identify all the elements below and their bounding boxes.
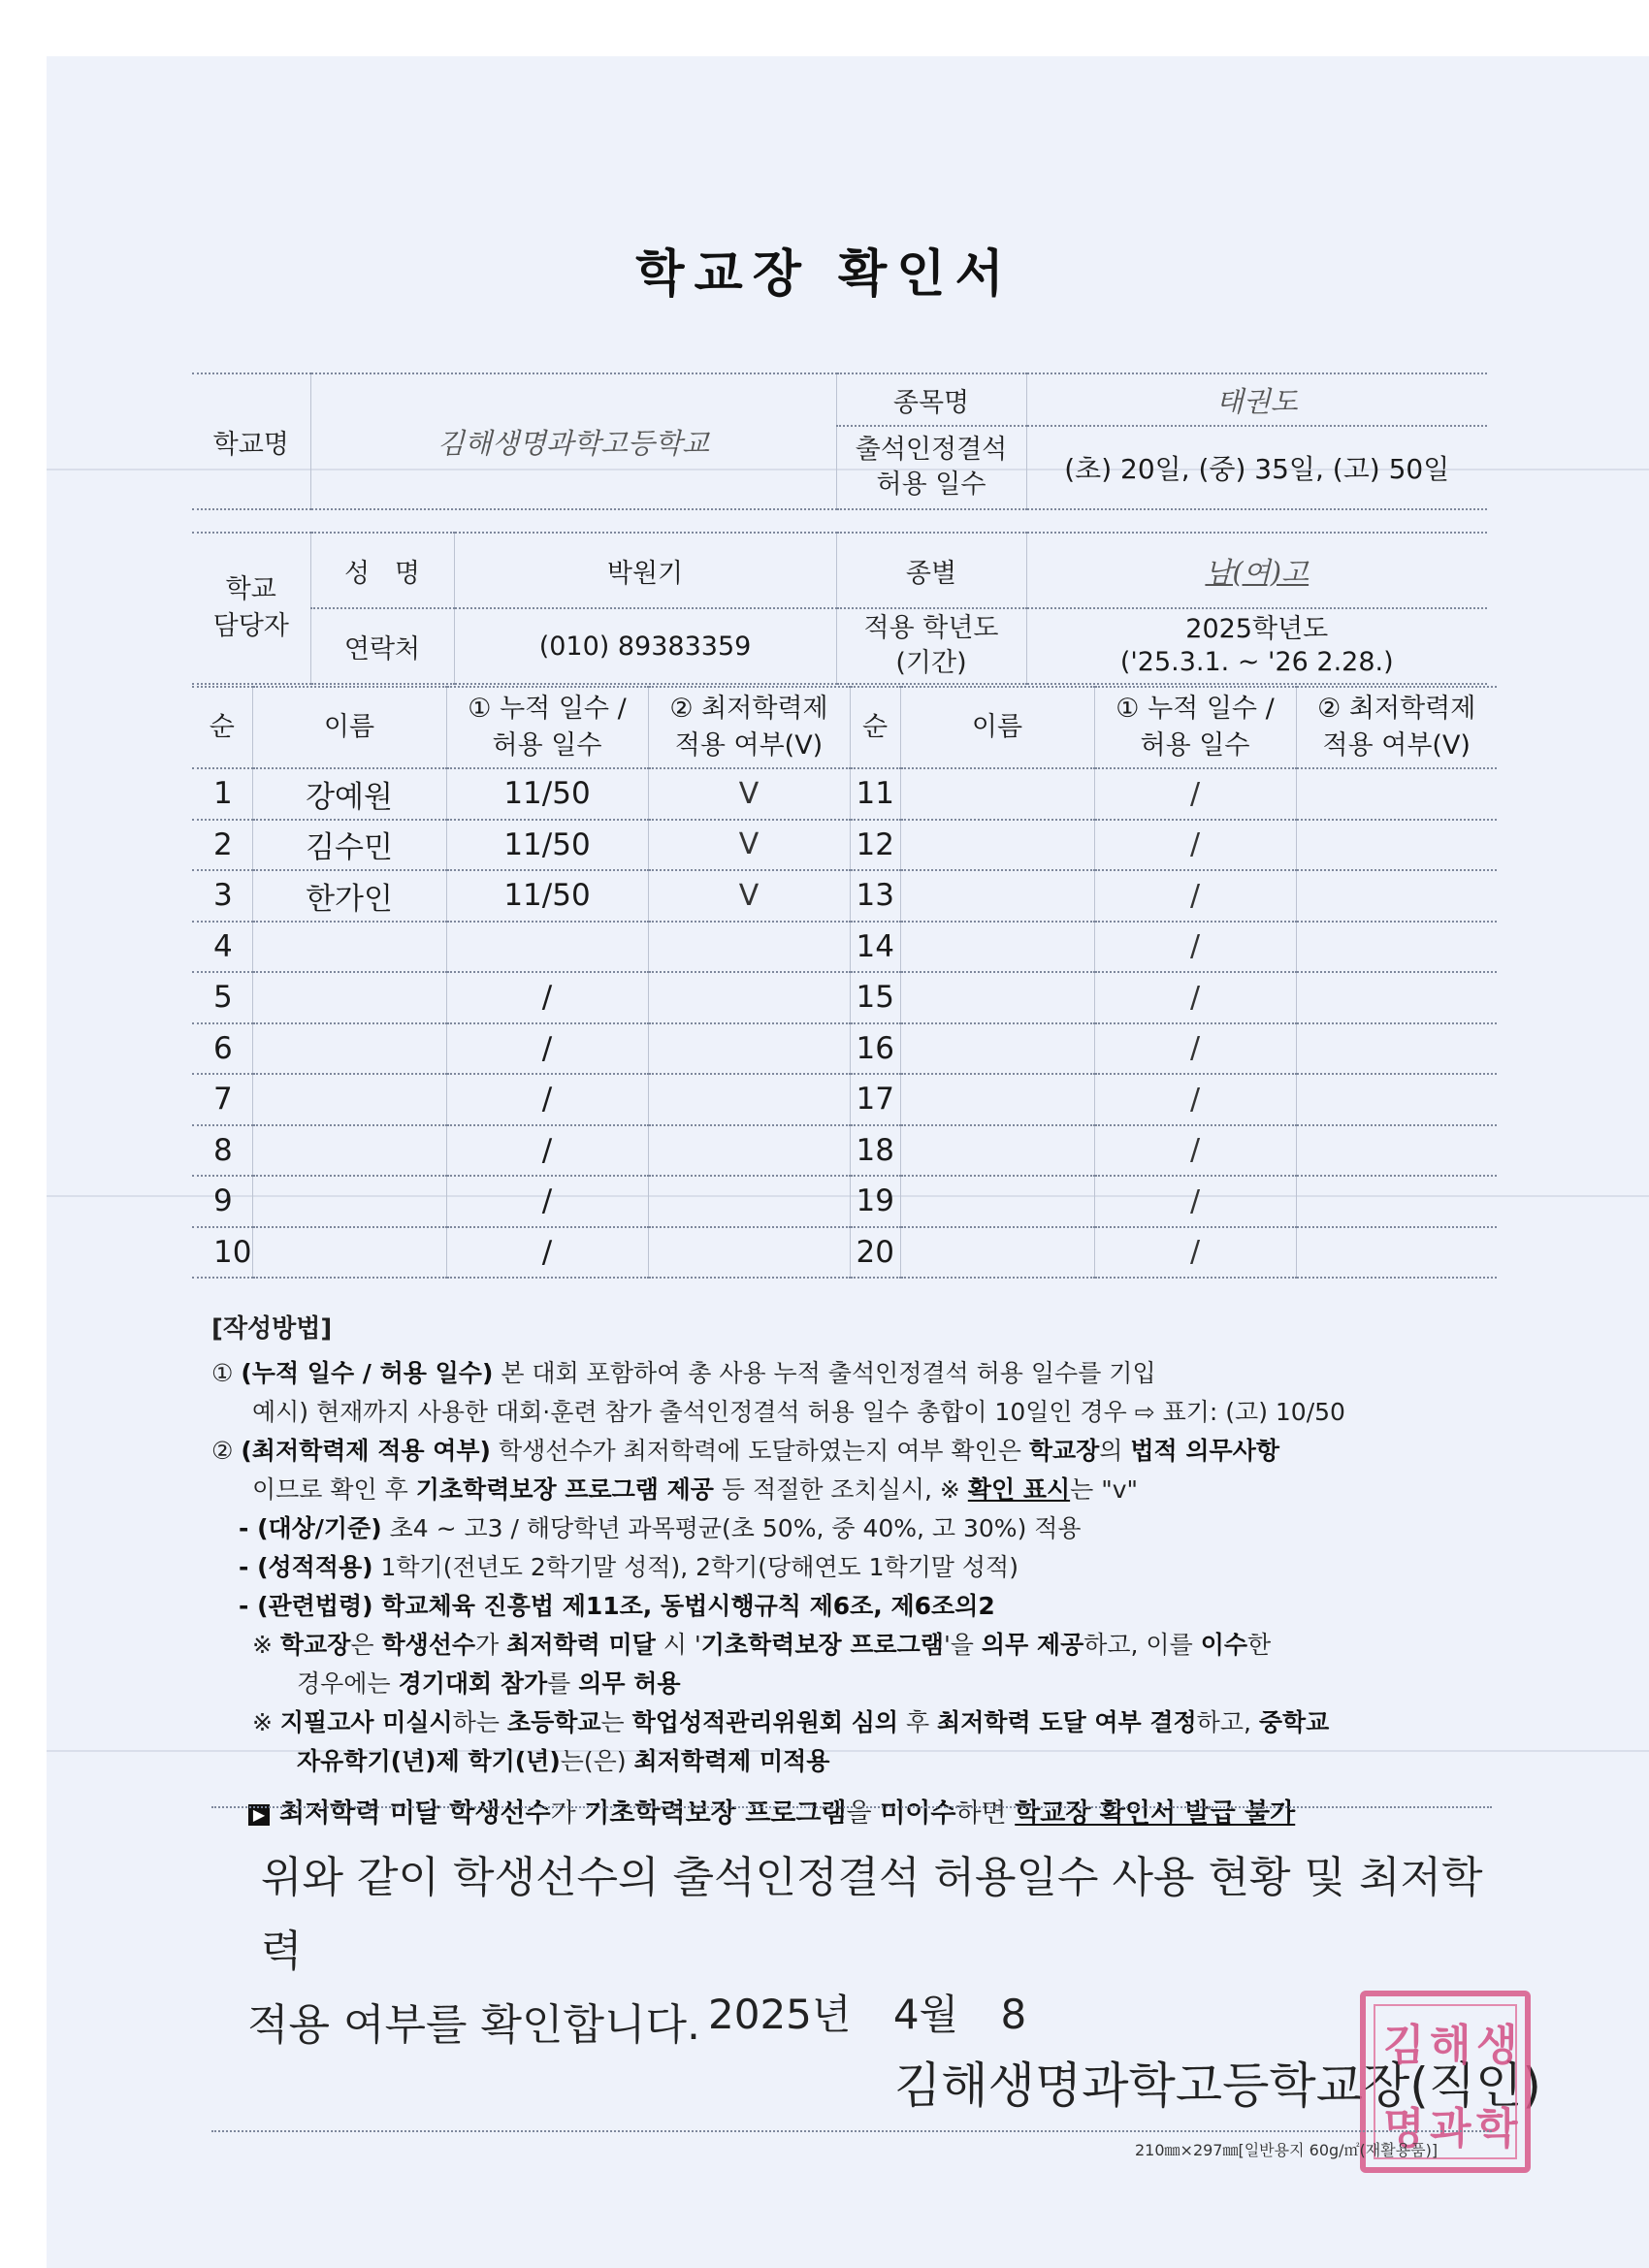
min-academic-check — [1296, 1176, 1497, 1227]
text: 하면 — [955, 1798, 1016, 1829]
text: ※ — [252, 1708, 280, 1736]
row-number: 19 — [850, 1176, 900, 1227]
student-name — [252, 1125, 446, 1177]
row-number: 17 — [850, 1074, 900, 1125]
min-academic-check — [1296, 1125, 1497, 1177]
paper-info: 210㎜×297㎜[일반용지 60g/㎡(재활용품)] — [1135, 2141, 1439, 2159]
text: 를 — [547, 1669, 579, 1698]
absence-value: (초) 20일, (중) 35일, (고) 50일 — [1026, 426, 1487, 509]
min-academic-check — [1296, 972, 1497, 1023]
min-academic-check: V — [648, 870, 850, 922]
min-academic-check — [1296, 820, 1497, 871]
header-min-academic: ② 최저학력제 적용 여부(V) — [648, 687, 850, 768]
row-number: 20 — [850, 1227, 900, 1279]
header-no-right: 순 — [850, 687, 900, 768]
cumulative-days — [446, 922, 648, 973]
name-label: 성 명 — [310, 533, 454, 608]
student-name — [900, 1074, 1094, 1125]
contact-value: (010) 89383359 — [454, 608, 836, 684]
bold-text: 이수 — [1200, 1631, 1247, 1659]
row-number: 14 — [850, 922, 900, 973]
manager-table — [192, 532, 1487, 685]
item-1-text: 본 대회 포함하여 총 사용 누적 출석인정결석 허용 일수를 기입 — [493, 1359, 1156, 1387]
date-month: 4월 — [892, 1991, 959, 2038]
bold-text: 기초학력보장 프로그램 — [700, 1631, 944, 1659]
bold-text: - (관련법령) — [239, 1592, 373, 1620]
row-number: 8 — [192, 1125, 252, 1177]
instruction-item-1 — [211, 1354, 1511, 1393]
student-name — [900, 768, 1094, 820]
document-title: 학교장 확인서 — [635, 245, 1014, 304]
seal-char: 학 — [1476, 2104, 1518, 2154]
instruction-item-2-line2 — [211, 1471, 1511, 1509]
roster-table — [192, 686, 1497, 1279]
instructions-heading: [작성방법] — [211, 1314, 333, 1344]
cumulative-days: / — [1094, 1176, 1296, 1227]
year-label: 적용 학년도 (기간) — [836, 608, 1026, 684]
bold-text: 지필고사 미실시 — [279, 1708, 453, 1736]
min-academic-check — [648, 922, 850, 973]
text: 1학기(전년도 2학기말 성적), 2학기(당해연도 1학기말 성적) — [372, 1553, 1018, 1581]
bold-text: 최저학력 도달 여부 결정 — [937, 1708, 1197, 1736]
cumulative-days: / — [1094, 820, 1296, 871]
year-period: ('25.3.1. ~ '26 2.28.) — [1119, 647, 1394, 677]
min-academic-check — [648, 1074, 850, 1125]
instruction-grade — [211, 1548, 1511, 1587]
header-name-right: 이름 — [900, 687, 1094, 768]
warning-line — [211, 1795, 1511, 1833]
table-row — [192, 1176, 1497, 1227]
type-label: 종별 — [836, 533, 1026, 608]
item-2-heading: (최저학력제 적용 여부) — [241, 1437, 491, 1465]
divider — [211, 2130, 1492, 2132]
issue-date — [708, 1983, 1026, 2041]
instruction-target — [211, 1509, 1511, 1548]
item-number: ① — [211, 1359, 234, 1387]
text: 경우에는 — [297, 1669, 399, 1698]
text: '을 — [943, 1631, 982, 1659]
seal-char: 명 — [1383, 2104, 1425, 2154]
cumulative-days: / — [1094, 768, 1296, 820]
text: 는(은) — [560, 1747, 634, 1775]
student-name — [900, 1227, 1094, 1279]
bold-text: 기초학력보장 프로그램 — [584, 1798, 847, 1829]
student-name — [900, 1023, 1094, 1075]
absence-label: 출석인정결석 허용 일수 — [836, 426, 1026, 509]
min-academic-check — [1296, 1023, 1497, 1075]
text: 가 — [475, 1631, 507, 1659]
cumulative-days: 11/50 — [446, 768, 648, 820]
manager-label: 학교 담당자 — [192, 533, 310, 684]
seal-char: 과 — [1430, 2104, 1471, 2154]
min-academic-check — [648, 1227, 850, 1279]
name-value: 박원기 — [454, 533, 836, 608]
item-2-text: 학생선수가 최저학력에 도달하였는지 여부 확인은 — [491, 1437, 1029, 1465]
text: 는 — [600, 1708, 632, 1736]
header-min-academic-right: ② 최저학력제 적용 여부(V) — [1296, 687, 1497, 768]
item-2-text: 의 — [1099, 1437, 1131, 1465]
instruction-note-2 — [211, 1703, 1511, 1742]
row-number: 7 — [192, 1074, 252, 1125]
table-row — [192, 1125, 1497, 1177]
bold-text: 미이수 — [880, 1798, 956, 1829]
school-label: 학교명 — [192, 373, 310, 509]
cumulative-days: / — [446, 1227, 648, 1279]
bold-text: 자유학기(년)제 학기(년) — [297, 1747, 561, 1775]
header-cumulative-right: ① 누적 일수 / 허용 일수 — [1094, 687, 1296, 768]
table-row — [192, 768, 1497, 820]
row-number: 4 — [192, 922, 252, 973]
bold-text: 최저학력제 미적용 — [633, 1747, 830, 1775]
student-name — [900, 820, 1094, 871]
item-2-bold: 학교장 — [1028, 1437, 1100, 1465]
text: 가 — [550, 1798, 585, 1829]
student-name: 한가인 — [252, 870, 446, 922]
student-name — [900, 972, 1094, 1023]
cumulative-days: / — [446, 1023, 648, 1075]
text: 시 ' — [655, 1631, 701, 1659]
cumulative-days: / — [1094, 1074, 1296, 1125]
text: 을 — [846, 1798, 881, 1829]
instructions — [211, 1310, 1511, 1833]
date-day: 8 — [1000, 1991, 1027, 2038]
min-academic-check — [1296, 870, 1497, 922]
signer: 김해생명과학고등학교장(직인) — [894, 2057, 1541, 2114]
min-academic-check — [1296, 1227, 1497, 1279]
header-name: 이름 — [252, 687, 446, 768]
text: 는 "v" — [1070, 1475, 1139, 1504]
bold-text: 최저학력 미달 — [506, 1631, 656, 1659]
confirmation-line-1: 위와 같이 학생선수의 출석인정결석 허용일수 사용 현황 및 최저학력 — [261, 1853, 1483, 1976]
cumulative-days: / — [446, 1125, 648, 1177]
bold-text: 학생선수 — [381, 1631, 476, 1659]
student-name — [900, 1176, 1094, 1227]
student-name — [252, 922, 446, 973]
info-table — [192, 373, 1487, 510]
confirmation-line-2: 적용 여부를 확인합니다. — [247, 2000, 700, 2050]
min-academic-check — [648, 1125, 850, 1177]
seal-char: 해 — [1430, 2021, 1471, 2070]
cumulative-days: 11/50 — [446, 870, 648, 922]
instruction-note-2-line2 — [211, 1742, 1511, 1781]
min-academic-check: V — [648, 768, 850, 820]
table-row — [192, 922, 1497, 973]
row-number: 3 — [192, 870, 252, 922]
bold-text: 의무 제공 — [981, 1631, 1084, 1659]
text: 한 — [1247, 1631, 1272, 1659]
cumulative-days: / — [446, 1176, 648, 1227]
text: 하고, 이를 — [1083, 1631, 1201, 1659]
bold-text: 최저학력 미달 학생선수 — [279, 1798, 551, 1829]
student-name: 강예원 — [252, 768, 446, 820]
row-number: 6 — [192, 1023, 252, 1075]
header-cumulative: ① 누적 일수 / 허용 일수 — [446, 687, 648, 768]
text: 등 적절한 조치실시, ※ — [713, 1475, 968, 1504]
instruction-note-1-line2 — [211, 1665, 1511, 1703]
bold-text: 의무 허용 — [578, 1669, 681, 1698]
row-number: 11 — [850, 768, 900, 820]
min-academic-check — [1296, 768, 1497, 820]
year-cell — [1026, 608, 1487, 684]
roster-header-row — [192, 687, 1497, 768]
min-academic-check — [648, 972, 850, 1023]
student-name — [900, 870, 1094, 922]
seal-char: 생 — [1476, 2021, 1518, 2070]
instruction-note-1 — [211, 1626, 1511, 1665]
event-value: 태권도 — [1026, 373, 1487, 426]
cumulative-days: / — [446, 972, 648, 1023]
row-number: 12 — [850, 820, 900, 871]
student-name — [252, 1176, 446, 1227]
text: 하는 — [452, 1708, 507, 1736]
text: 하고, — [1196, 1708, 1259, 1736]
instruction-item-2 — [211, 1432, 1511, 1471]
text: 초4 ~ 고3 / 해당학년 과목평균(초 50%, 중 40%, 고 30%) 적용 — [381, 1514, 1082, 1542]
student-name — [900, 922, 1094, 973]
min-academic-check — [1296, 922, 1497, 973]
cumulative-days: / — [1094, 870, 1296, 922]
date-year: 2025년 — [708, 1991, 852, 2038]
cumulative-days: 11/50 — [446, 820, 648, 871]
bold-text: 학업성적관리위원회 심의 — [631, 1708, 898, 1736]
row-number: 16 — [850, 1023, 900, 1075]
student-name — [900, 1125, 1094, 1177]
instruction-law — [211, 1587, 1511, 1626]
cumulative-days: / — [1094, 1125, 1296, 1177]
seal-char: 김 — [1383, 2021, 1425, 2070]
row-number: 5 — [192, 972, 252, 1023]
student-name — [252, 1023, 446, 1075]
contact-label: 연락처 — [310, 608, 454, 684]
bold-text: 경기대회 참가 — [398, 1669, 548, 1698]
student-name: 김수민 — [252, 820, 446, 871]
table-row — [192, 1023, 1497, 1075]
text: 이므로 확인 후 — [252, 1475, 416, 1504]
text: 은 — [350, 1631, 382, 1659]
arrow-icon: ▶ — [248, 1804, 270, 1826]
school-name: 김해생명과학고등학교 — [310, 373, 836, 509]
table-row — [192, 972, 1497, 1023]
bold-text: 학교장 확인서 발급 불가 — [1015, 1798, 1296, 1829]
item-2-bold: 법적 의무사항 — [1130, 1437, 1280, 1465]
event-label: 종목명 — [836, 373, 1026, 426]
student-name — [252, 1074, 446, 1125]
text: ※ — [252, 1631, 280, 1659]
table-row — [192, 820, 1497, 871]
bold-text: 중학교 — [1258, 1708, 1330, 1736]
cumulative-days: / — [1094, 1227, 1296, 1279]
row-number: 9 — [192, 1176, 252, 1227]
cumulative-days: / — [446, 1074, 648, 1125]
row-number: 18 — [850, 1125, 900, 1177]
bold-text: - (대상/기준) — [239, 1514, 382, 1542]
bold-text: 초등학교 — [506, 1708, 601, 1736]
bold-text: 확인 표시 — [967, 1475, 1071, 1504]
header-no: 순 — [192, 687, 252, 768]
cumulative-days: / — [1094, 972, 1296, 1023]
row-number: 2 — [192, 820, 252, 871]
type-value: 남(여)고 — [1026, 533, 1487, 608]
item-number: ② — [211, 1437, 234, 1465]
student-name — [252, 972, 446, 1023]
min-academic-check — [648, 1023, 850, 1075]
table-row — [192, 1074, 1497, 1125]
instruction-item-1-example: 예시) 현재까지 사용한 대회·훈련 참가 출석인정결석 허용 일수 총합이 10일인 경우 ⇨ 표기: (고) 10/50 — [252, 1398, 1345, 1426]
row-number: 15 — [850, 972, 900, 1023]
table-row — [192, 870, 1497, 922]
row-number: 10 — [192, 1227, 252, 1279]
min-academic-check — [648, 1176, 850, 1227]
bold-text: 기초학력보장 프로그램 제공 — [415, 1475, 714, 1504]
student-name — [252, 1227, 446, 1279]
item-1-heading: (누적 일수 / 허용 일수) — [241, 1359, 494, 1387]
row-number: 1 — [192, 768, 252, 820]
row-number: 13 — [850, 870, 900, 922]
min-academic-check: V — [648, 820, 850, 871]
bold-text: 학교체육 진흥법 제11조, 동법시행규칙 제6조, 제6조의2 — [372, 1592, 995, 1620]
text: 후 — [898, 1708, 938, 1736]
year-value: 2025학년도 — [1185, 614, 1329, 644]
table-row — [192, 1227, 1497, 1279]
cumulative-days: / — [1094, 922, 1296, 973]
divider — [211, 1806, 1492, 1808]
min-academic-check — [1296, 1074, 1497, 1125]
cumulative-days: / — [1094, 1023, 1296, 1075]
bold-text: 학교장 — [279, 1631, 351, 1659]
bold-text: - (성적적용) — [239, 1553, 373, 1581]
